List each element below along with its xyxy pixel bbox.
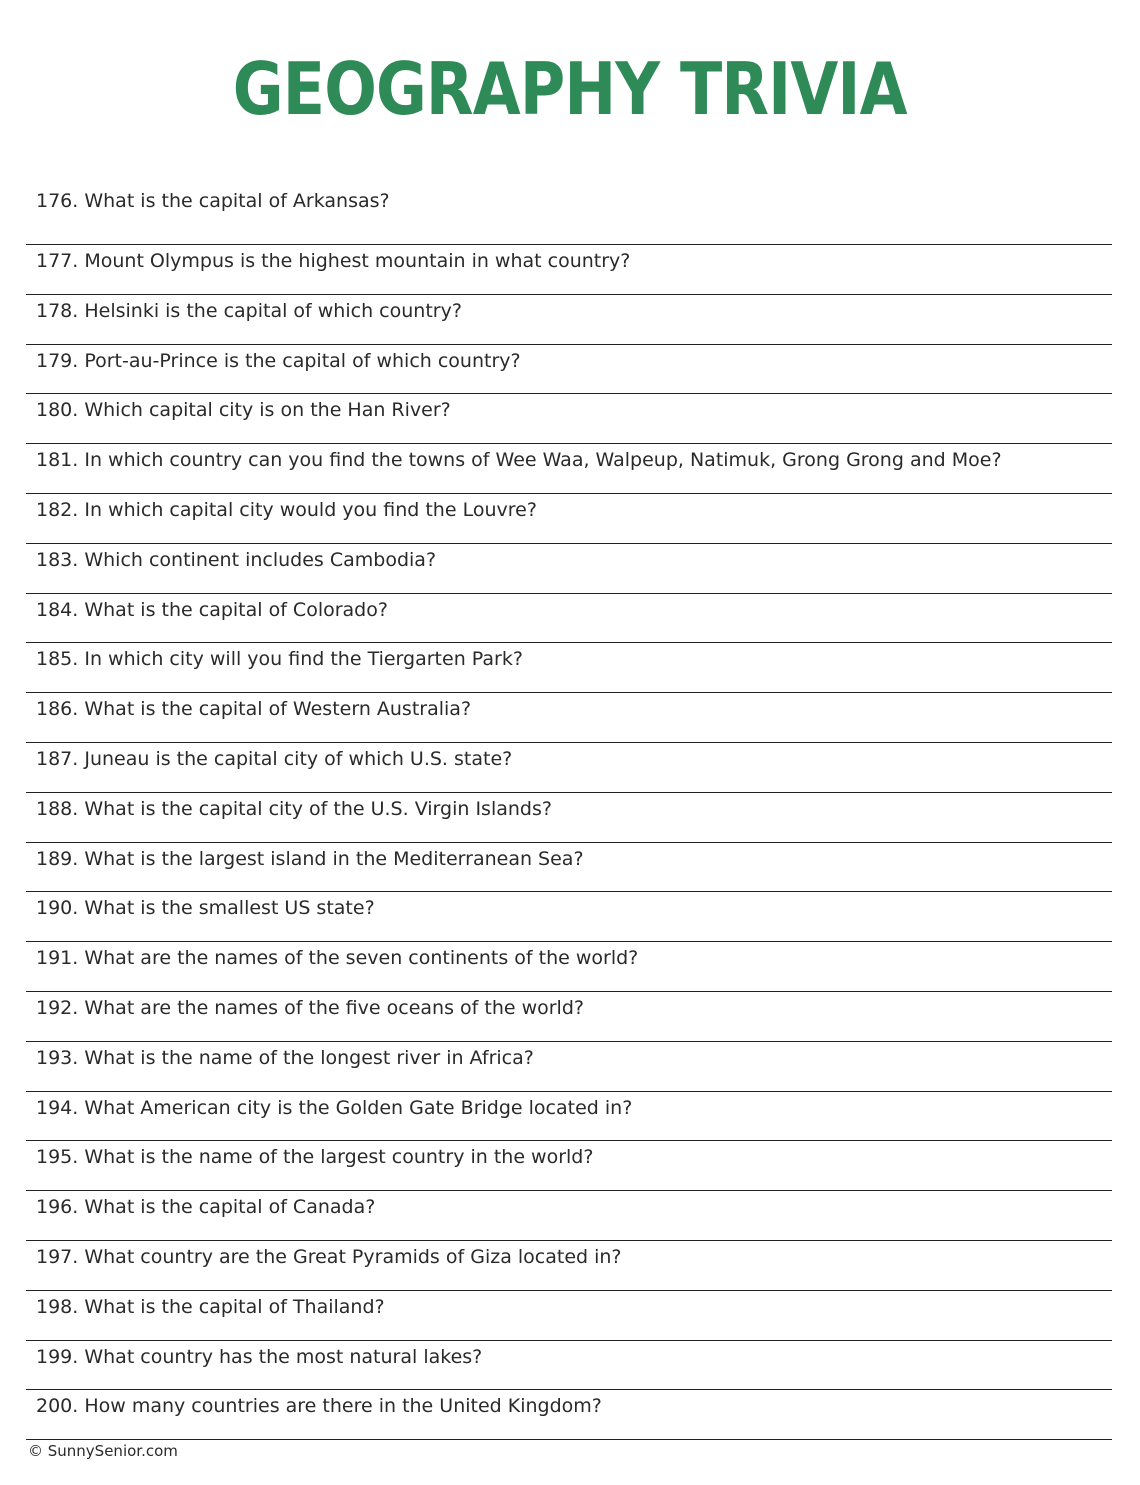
question-row	[26, 1291, 1112, 1341]
question-row	[26, 345, 1112, 395]
question-row	[26, 1241, 1112, 1291]
question-row	[26, 1141, 1112, 1191]
question-row	[26, 1042, 1112, 1092]
question-text: 177. Mount Olympus is the highest mountain in what country?	[36, 250, 631, 272]
question-text: 180. Which capital city is on the Han River?	[36, 399, 451, 422]
question-row	[26, 394, 1112, 444]
question-row	[26, 295, 1112, 345]
page-title: GEOGRAPHY TRIVIA	[232, 47, 907, 131]
question-text: 198. What is the capital of Thailand?	[36, 1295, 385, 1318]
question-text: 188. What is the capital city of the U.S. Virgin Islands?	[36, 797, 552, 820]
question-row	[26, 1341, 1112, 1391]
question-row	[26, 444, 1112, 494]
question-row	[26, 942, 1112, 992]
question-text: 189. What is the largest island in the Mediterranean Sea?	[36, 847, 584, 870]
question-row	[26, 892, 1112, 942]
question-row	[26, 184, 1112, 245]
question-row	[26, 1191, 1112, 1241]
question-text: 195. What is the name of the largest country in the world?	[36, 1146, 594, 1169]
question-row	[26, 743, 1112, 793]
question-row	[26, 245, 1112, 295]
question-row	[26, 793, 1112, 843]
question-text: 184. What is the capital of Colorado?	[36, 598, 388, 621]
copyright-footer: © SunnySenior.com	[28, 1442, 178, 1460]
question-row	[26, 643, 1112, 693]
question-text: 190. What is the smallest US state?	[36, 897, 375, 920]
question-text: 186. What is the capital of Western Australia?	[36, 698, 472, 721]
question-text: 187. Juneau is the capital city of which U.S. state?	[36, 747, 513, 770]
question-text: 200. How many countries are there in the United Kingdom?	[36, 1395, 602, 1418]
question-row	[26, 594, 1112, 644]
question-row	[26, 843, 1112, 893]
question-row	[26, 992, 1112, 1042]
question-row	[26, 544, 1112, 594]
question-text: 199. What country has the most natural lakes?	[36, 1345, 483, 1368]
question-row	[26, 494, 1112, 544]
question-text: 191. What are the names of the seven continents of the world?	[36, 947, 639, 970]
question-row	[26, 693, 1112, 743]
question-text: 183. Which continent includes Cambodia?	[36, 548, 437, 571]
question-text: 185. In which city will you find the Tiergarten Park?	[36, 648, 523, 671]
question-row	[26, 1390, 1112, 1440]
question-text: 194. What American city is the Golden Gate Bridge located in?	[36, 1096, 633, 1119]
question-text: 176. What is the capital of Arkansas?	[36, 190, 390, 212]
question-text: 192. What are the names of the five oceans of the world?	[36, 996, 584, 1019]
question-text: 197. What country are the Great Pyramids of Giza located in?	[36, 1245, 622, 1268]
question-text: 182. In which capital city would you find the Louvre?	[36, 498, 537, 521]
question-text: 196. What is the capital of Canada?	[36, 1196, 376, 1219]
question-row	[26, 1092, 1112, 1142]
question-text: 179. Port-au-Prince is the capital of which country?	[36, 349, 521, 372]
question-text: 178. Helsinki is the capital of which country?	[36, 299, 462, 322]
question-text: 193. What is the name of the longest river in Africa?	[36, 1046, 534, 1069]
question-list	[26, 184, 1112, 1440]
question-text: 181. In which country can you find the towns of Wee Waa, Walpeup, Natimuk, Grong Grong and Moe?	[36, 449, 1002, 472]
